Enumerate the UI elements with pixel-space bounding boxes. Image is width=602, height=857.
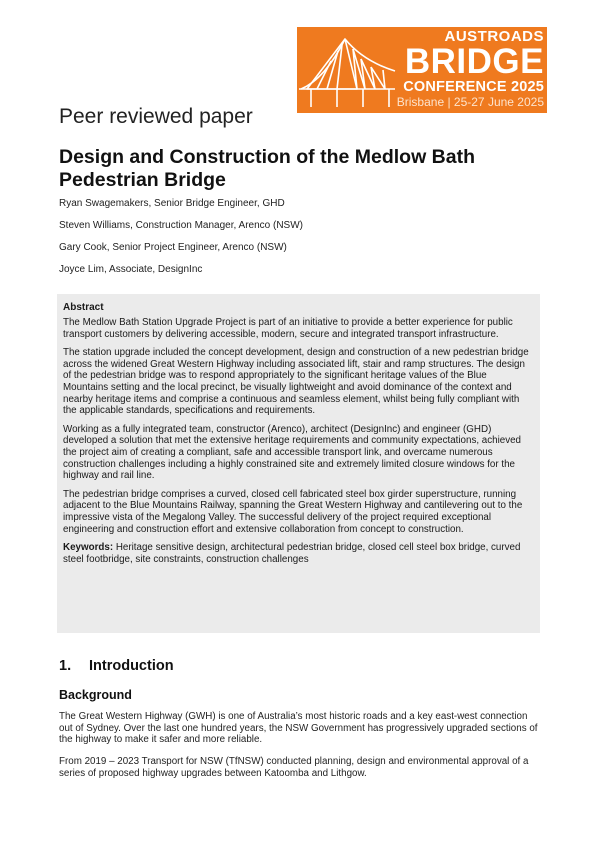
abstract-paragraph: The station upgrade included the concept development, design and construction of a new pedestrian bridge across the widened Great Western Highway including associated lift, stair and ramp structures. The design of the pedestrian bridge was to respond appropriately to the significant heritage values of the Blue Mountains setting and the local precinct, be visually lightweight and avoid dominance of the context and nearby heritage items and comprise a continuous and seamless element, whilst being fully compliant with the applicable standards, specifications and requirements. — [63, 347, 529, 417]
keywords-label: Keywords: — [63, 542, 114, 554]
abstract-heading: Abstract — [63, 302, 104, 313]
subsection-heading: Background — [59, 688, 132, 702]
paper-type-label: Peer reviewed paper — [59, 105, 253, 128]
conference-location-date: Brisbane | 25-27 June 2025 — [396, 95, 544, 109]
bridge-logo-icon — [297, 27, 397, 113]
abstract-box — [57, 294, 540, 633]
author-item: Steven Williams, Construction Manager, Arenco (NSW) — [59, 220, 303, 231]
section-heading — [59, 658, 174, 674]
author-item: Gary Cook, Senior Project Engineer, Arenco (NSW) — [59, 242, 287, 253]
body-paragraph: The Great Western Highway (GWH) is one of Australia’s most historic roads and a key east-west connection out of Sydney. Over the last one hundred years, the NSW Government has progressively upgraded sections of the highway to make it safer and more reliable. — [59, 711, 538, 746]
author-item: Ryan Swagemakers, Senior Bridge Engineer, GHD — [59, 198, 285, 209]
author-item: Joyce Lim, Associate, DesignInc — [59, 264, 203, 275]
abstract-paragraph: Working as a fully integrated team, constructor (Arenco), architect (DesignInc) and engineer (GHD) developed a solution that met the extensive heritage requirements and community expectations, achieved the project aim of creating a compliant, safe and accessible transport link, and overcame numerous construction challenges including a highly constrained site and extremely limited closure windows for the highway and rail line. — [63, 423, 522, 482]
keywords-text: Heritage sensitive design, architectural pedestrian bridge, closed cell steel box bridge, curved steel footbridge, site constraints, construction challenges — [63, 542, 521, 565]
conference-banner — [297, 27, 547, 113]
conference-year: CONFERENCE 2025 — [403, 79, 544, 95]
conference-organiser: AUSTROADS — [444, 28, 544, 45]
paper-title: Design and Construction of the Medlow Bath Pedestrian Bridge — [59, 146, 475, 191]
abstract-paragraph: The Medlow Bath Station Upgrade Project is part of an initiative to provide a better experience for public transport customers by delivering accessible, modern, secure and integrated transport infrastructure. — [63, 317, 513, 340]
section-title: Introduction — [89, 658, 174, 674]
conference-name: BRIDGE — [404, 42, 544, 81]
section-number: 1. — [59, 658, 72, 674]
body-paragraph: From 2019 – 2023 Transport for NSW (TfNSW) conducted planning, design and environmental approval of a series of proposed highway upgrades between Katoomba and Lithgow. — [59, 756, 529, 779]
abstract-paragraph: The pedestrian bridge comprises a curved, closed cell fabricated steel box girder superstructure, running adjacent to the Blue Mountains Railway, spanning the Great Western Highway and cantilevering out to the impressive vista of the Megalong Valley. The successful delivery of the project required exceptional engineering and construction effort and extensive collaboration from concept to construction. — [63, 488, 523, 535]
keywords-row — [63, 542, 534, 565]
author-list — [59, 198, 539, 286]
